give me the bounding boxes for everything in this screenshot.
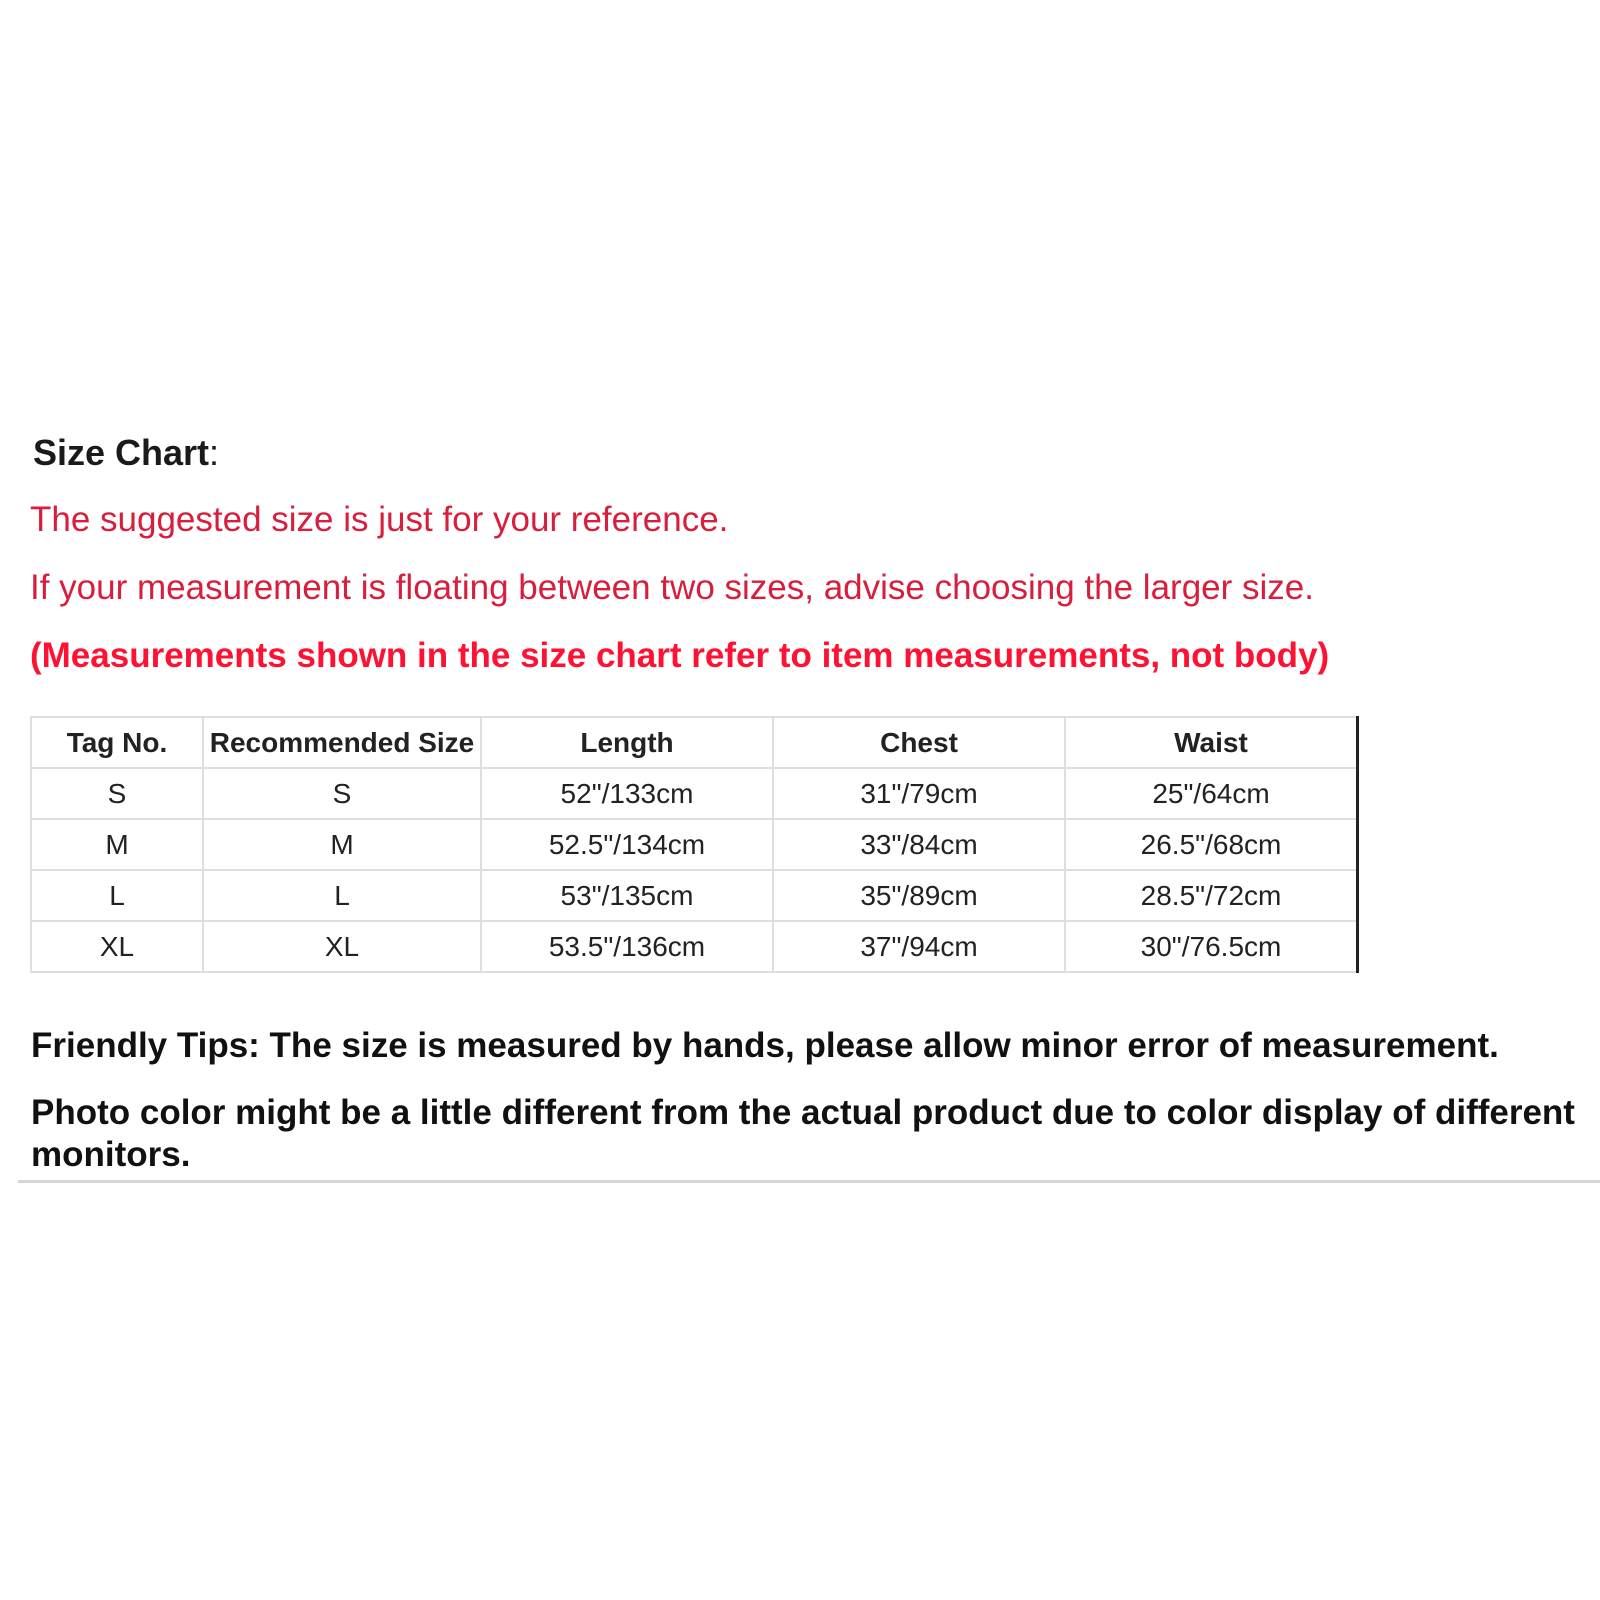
cell-tag-no: M	[31, 819, 203, 870]
cell-length: 52"/133cm	[481, 768, 773, 819]
sizing-advice-note: If your measurement is floating between two sizes, advise choosing the larger size.	[30, 568, 1314, 607]
cell-waist: 25"/64cm	[1065, 768, 1358, 819]
cell-chest: 37"/94cm	[773, 921, 1065, 972]
table-header-row	[31, 717, 1358, 768]
cell-tag-no: L	[31, 870, 203, 921]
size-chart-title-colon: :	[209, 432, 220, 473]
header-waist: Waist	[1065, 717, 1358, 768]
bottom-divider	[18, 1180, 1600, 1183]
table-row	[31, 921, 1358, 972]
cell-recommended-size: S	[203, 768, 481, 819]
cell-recommended-size: XL	[203, 921, 481, 972]
photo-color-note: Photo color might be a little different from the actual product due to color display of different monitors.	[31, 1093, 1575, 1174]
header-length: Length	[481, 717, 773, 768]
cell-waist: 28.5"/72cm	[1065, 870, 1358, 921]
cell-chest: 33"/84cm	[773, 819, 1065, 870]
cell-length: 53"/135cm	[481, 870, 773, 921]
size-chart-title	[33, 432, 219, 474]
cell-tag-no: S	[31, 768, 203, 819]
cell-length: 53.5"/136cm	[481, 921, 773, 972]
cell-length: 52.5"/134cm	[481, 819, 773, 870]
cell-waist: 26.5"/68cm	[1065, 819, 1358, 870]
item-measurement-note: (Measurements shown in the size chart refer to item measurements, not body)	[30, 636, 1330, 675]
friendly-tips: Friendly Tips: The size is measured by hands, please allow minor error of measurement.	[31, 1026, 1499, 1065]
header-chest: Chest	[773, 717, 1065, 768]
header-recommended-size: Recommended Size	[203, 717, 481, 768]
cell-recommended-size: M	[203, 819, 481, 870]
cell-chest: 31"/79cm	[773, 768, 1065, 819]
cell-recommended-size: L	[203, 870, 481, 921]
size-table	[30, 716, 1359, 973]
header-tag-no: Tag No.	[31, 717, 203, 768]
size-chart-title-text: Size Chart	[33, 432, 210, 473]
reference-note: The suggested size is just for your reference.	[30, 500, 729, 539]
table-row	[31, 870, 1358, 921]
cell-chest: 35"/89cm	[773, 870, 1065, 921]
cell-waist: 30"/76.5cm	[1065, 921, 1358, 972]
cell-tag-no: XL	[31, 921, 203, 972]
table-row	[31, 819, 1358, 870]
table-row	[31, 768, 1358, 819]
